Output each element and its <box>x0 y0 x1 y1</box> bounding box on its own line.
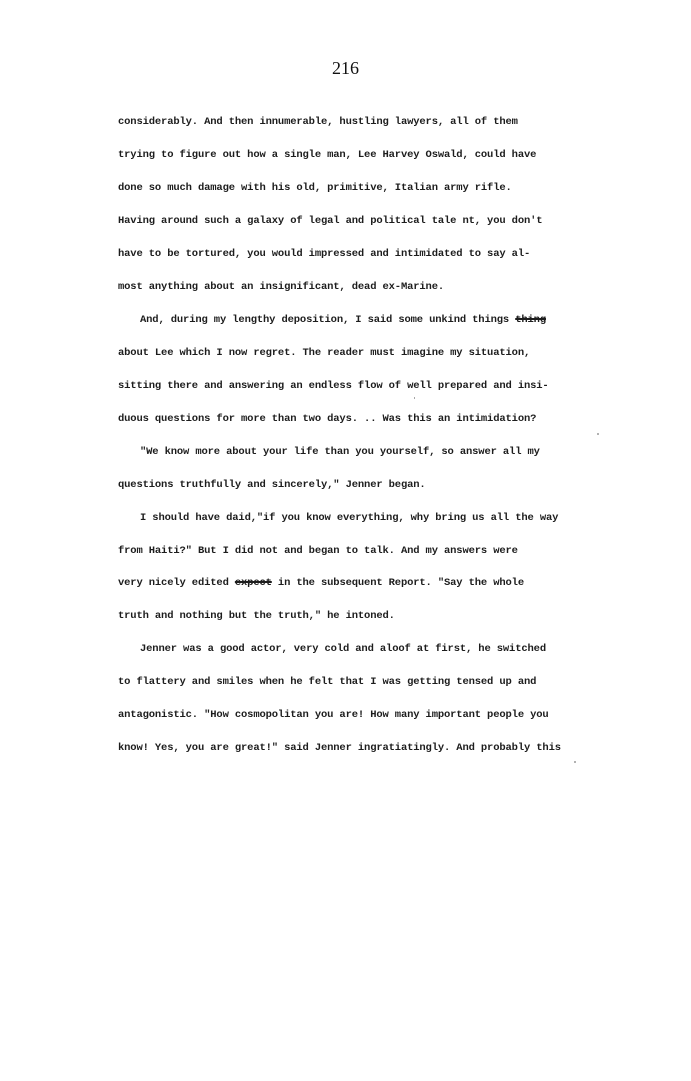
struck-word: expect <box>234 577 272 589</box>
text-line <box>140 445 540 459</box>
text-line <box>118 675 536 689</box>
text-line <box>118 741 561 755</box>
scan-speck <box>414 397 415 399</box>
page-number: 216 <box>332 58 359 78</box>
text-line <box>118 148 536 162</box>
text-line <box>118 214 542 228</box>
text-line <box>118 478 426 492</box>
text-line <box>118 181 512 195</box>
text-line <box>140 642 546 656</box>
text-line <box>118 412 536 426</box>
line-text: antagonistic. "How cosmopolitan you are! How many important people you <box>118 709 549 721</box>
line-text: I should have daid,"if you know everything, why bring us all the way <box>140 512 559 524</box>
text-line <box>140 511 558 525</box>
line-text: duous questions for more than two days. .. Was this an intimidation? <box>118 413 537 425</box>
line-text: most anything about an insignificant, dead ex-Marine. <box>118 281 445 293</box>
text-line <box>118 247 530 261</box>
line-text: done so much damage with his old, primitive, Italian army rifle. <box>118 182 512 194</box>
scan-speck <box>597 433 599 435</box>
line-text: to flattery and smiles when he felt that I was getting tensed up and <box>118 676 537 688</box>
text-line <box>118 346 530 360</box>
line-text: Having around such a galaxy of legal and political tale nt, you don't <box>118 215 543 227</box>
line-text: in the subsequent Report. "Say the whole <box>271 577 524 589</box>
scan-speck <box>574 761 576 763</box>
text-line <box>118 609 395 623</box>
line-text: And, during my lengthy deposition, I said some unkind things <box>140 314 516 326</box>
text-line <box>118 379 549 393</box>
line-text: from Haiti?" But I did not and began to talk. And my answers were <box>118 545 518 557</box>
line-text: about Lee which I now regret. The reader must imagine my situation, <box>118 347 531 359</box>
line-text: "We know more about your life than you yourself, so answer all my <box>140 446 540 458</box>
line-text: questions truthfully and sincerely," Jenner began. <box>118 479 426 491</box>
line-text: know! Yes, you are great!" said Jenner ingratiatingly. And probably this <box>118 742 561 754</box>
line-text: sitting there and answering an endless flow of well prepared and insi- <box>118 380 549 392</box>
text-line <box>118 576 524 590</box>
line-text: trying to figure out how a single man, Lee Harvey Oswald, could have <box>118 149 537 161</box>
text-line <box>118 280 444 294</box>
line-text: very nicely edited <box>118 577 235 589</box>
line-text: have to be tortured, you would impressed and intimidated to say al- <box>118 248 531 260</box>
text-line <box>140 313 546 327</box>
line-text: Jenner was a good actor, very cold and aloof at first, he switched <box>140 643 546 655</box>
line-text: truth and nothing but the truth," he intoned. <box>118 610 395 622</box>
text-line <box>118 115 518 129</box>
line-text: considerably. And then innumerable, hustling lawyers, all of them <box>118 116 518 128</box>
text-line <box>118 544 518 558</box>
text-line <box>118 708 549 722</box>
struck-word: thing <box>515 314 546 326</box>
